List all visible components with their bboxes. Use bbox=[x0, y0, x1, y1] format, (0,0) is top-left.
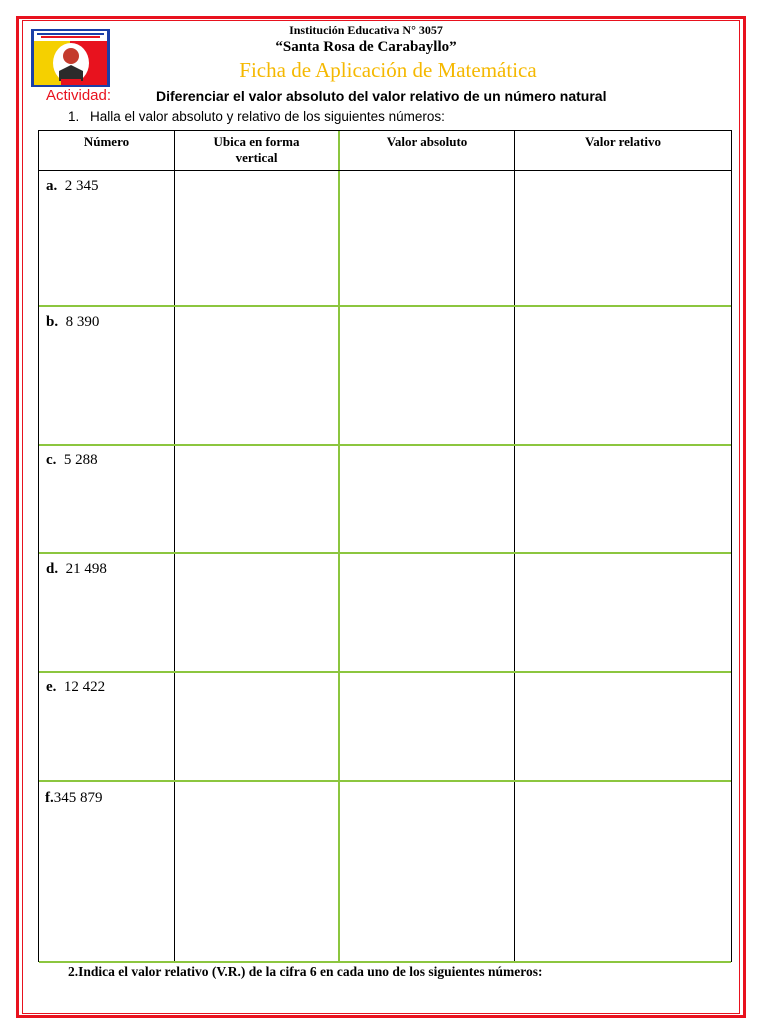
row-letter: c. bbox=[46, 452, 57, 468]
row-value: 2 345 bbox=[64, 178, 99, 194]
row-b-number bbox=[46, 314, 99, 331]
row-letter: d. bbox=[46, 561, 59, 577]
header-numero: Número bbox=[83, 134, 130, 149]
activity-label: Actividad: bbox=[46, 87, 112, 104]
row-letter: a. bbox=[46, 178, 58, 194]
activity-text: Diferenciar el valor absoluto del valor relativo de un número natural bbox=[156, 88, 607, 104]
column-divider bbox=[174, 131, 175, 961]
row-letter: e. bbox=[46, 679, 57, 695]
row-value: 8 390 bbox=[65, 314, 100, 330]
row-letter: f. bbox=[45, 790, 54, 806]
column-divider bbox=[514, 131, 515, 961]
row-c-number bbox=[46, 452, 98, 469]
header-divider bbox=[39, 170, 731, 171]
question-1-text: Halla el valor absoluto y relativo de los siguientes números: bbox=[90, 109, 445, 124]
row-a-number bbox=[46, 178, 99, 195]
row-divider bbox=[39, 444, 731, 446]
row-divider bbox=[39, 780, 731, 782]
header-vertical: Ubica en forma vertical bbox=[213, 134, 300, 165]
header-valor-absoluto: Valor absoluto bbox=[386, 134, 468, 149]
question-1 bbox=[68, 109, 445, 124]
row-f-number bbox=[45, 790, 103, 807]
school-name: “Santa Rosa de Carabayllo” bbox=[275, 39, 457, 55]
row-value: 5 288 bbox=[63, 452, 98, 468]
row-divider bbox=[39, 671, 731, 673]
row-divider bbox=[39, 552, 731, 554]
row-divider bbox=[39, 961, 731, 963]
sheet-title: Ficha de Aplicación de Matemática bbox=[239, 58, 537, 82]
header-valor-relativo: Valor relativo bbox=[585, 134, 661, 149]
row-value: 12 422 bbox=[63, 679, 106, 695]
answer-table bbox=[38, 130, 732, 962]
row-letter: b. bbox=[46, 314, 59, 330]
row-value: 21 498 bbox=[65, 561, 107, 577]
row-divider bbox=[39, 305, 731, 307]
question-2-number: 2. bbox=[68, 964, 79, 979]
row-value: 345 879 bbox=[53, 790, 103, 806]
row-d-number bbox=[46, 561, 107, 578]
institution-name: Institución Educativa N° 3057 bbox=[289, 23, 443, 37]
question-2 bbox=[68, 964, 543, 980]
question-1-number: 1. bbox=[68, 109, 80, 124]
row-e-number bbox=[46, 679, 105, 696]
column-divider bbox=[338, 131, 340, 961]
question-2-text: Indica el valor relativo (V.R.) de la cifra 6 en cada uno de los siguientes números: bbox=[78, 964, 543, 979]
